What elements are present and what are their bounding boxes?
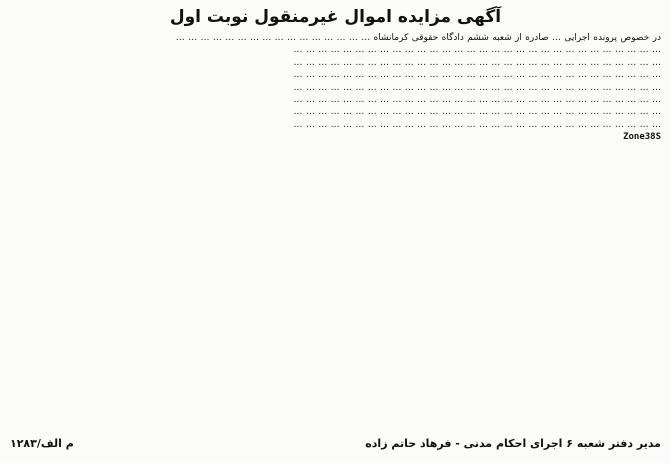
notice-footer [10, 437, 661, 455]
notice-paragraph: در خصوص پرونده اجرایی … صادره از شعبه ششم دادگاه حقوقی کرمانشاه … … … … … … … … … … … … … … … … [175, 33, 661, 43]
notice-paragraph: … … … … … … … … … … … … … … … … … … … … … … … … … … … … … … [293, 70, 661, 81]
notice-paragraph: … … … … … … … … … … … … … … … … … … … … … … … … … … … … … … [293, 119, 661, 130]
notice-paragraph: … … … … … … … … … … … … … … … … … … … … … … … … … … … … … … [293, 45, 661, 56]
notice-paragraph: … … … … … … … … … … … … … … … … … … … … … … … … … … … … … … [293, 82, 661, 93]
notice-paragraph: … … … … … … … … … … … … … … … … … … … … … … … … … … … … … … [293, 57, 661, 68]
ad-number: م الف/۱۲۸۳ [10, 437, 74, 450]
notice-paragraph: … … … … … … … … … … … … … … … … … … … … … … … … … … … … … … [293, 95, 661, 106]
zone-code: Zone38S [623, 132, 661, 143]
notice-title: آگهی مزایده اموال غیرمنقول نوبت اول [169, 7, 502, 27]
notice-paragraph: … … … … … … … … … … … … … … … … … … … … … … … … … … … … … … [293, 107, 661, 118]
notice-body [10, 32, 661, 422]
issuing-office: مدیر دفتر شعبه ۶ اجرای احکام مدنی - فرهاد حاتم زاده [365, 437, 661, 450]
